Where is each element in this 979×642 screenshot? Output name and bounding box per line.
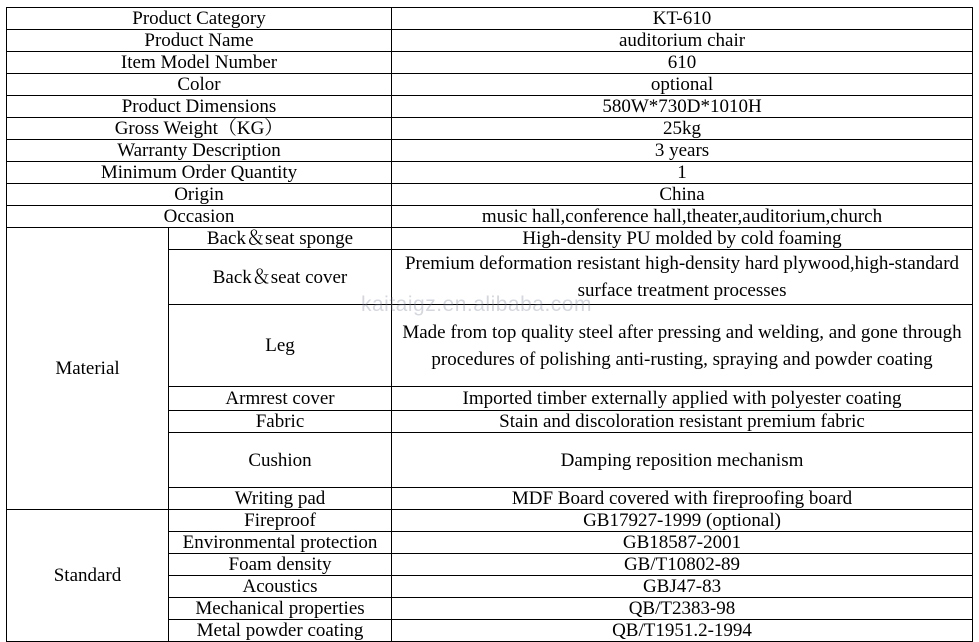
spec-value: GB17927-1999 (optional) bbox=[392, 510, 973, 532]
spec-table bbox=[6, 7, 973, 642]
spec-label: Back＆seat sponge bbox=[169, 228, 392, 250]
spec-label: Cushion bbox=[169, 433, 392, 488]
spec-label: Leg bbox=[169, 305, 392, 387]
spec-label: Color bbox=[7, 74, 392, 96]
spec-label: Armrest cover bbox=[169, 387, 392, 411]
watermark-text: kaitaigz.en.alibaba.com bbox=[361, 293, 592, 316]
table-row bbox=[7, 96, 973, 118]
spec-label: Fireproof bbox=[169, 510, 392, 532]
spec-label: Mechanical properties bbox=[169, 598, 392, 620]
spec-label: Warranty Description bbox=[7, 140, 392, 162]
spec-label: Metal powder coating bbox=[169, 620, 392, 642]
spec-label: Back＆seat cover bbox=[169, 250, 392, 305]
spec-value: Premium deformation resistant high-density hard plywood,high-standard surface treatment processes bbox=[392, 250, 973, 305]
table-row bbox=[7, 228, 973, 250]
spec-value: 3 years bbox=[392, 140, 973, 162]
spec-label: Origin bbox=[7, 184, 392, 206]
table-row bbox=[7, 30, 973, 52]
spec-value: Stain and discoloration resistant premium fabric bbox=[392, 411, 973, 433]
table-row bbox=[7, 206, 973, 228]
spec-label: Fabric bbox=[169, 411, 392, 433]
spec-value: KT-610 bbox=[392, 8, 973, 30]
spec-value: QB/T1951.2-1994 bbox=[392, 620, 973, 642]
spec-label: Product Dimensions bbox=[7, 96, 392, 118]
table-row bbox=[7, 140, 973, 162]
spec-value: GB18587-2001 bbox=[392, 532, 973, 554]
spec-value: Damping reposition mechanism bbox=[392, 433, 973, 488]
spec-value: GB/T10802-89 bbox=[392, 554, 973, 576]
spec-label: Minimum Order Quantity bbox=[7, 162, 392, 184]
spec-value: MDF Board covered with fireproofing board bbox=[392, 488, 973, 510]
spec-label: Occasion bbox=[7, 206, 392, 228]
table-row bbox=[7, 184, 973, 206]
spec-value: GBJ47-83 bbox=[392, 576, 973, 598]
spec-value: 610 bbox=[392, 52, 973, 74]
spec-label: Writing pad bbox=[169, 488, 392, 510]
spec-label: Product Category bbox=[7, 8, 392, 30]
spec-label: Product Name bbox=[7, 30, 392, 52]
spec-label: Environmental protection bbox=[169, 532, 392, 554]
spec-label: Foam density bbox=[169, 554, 392, 576]
table-row bbox=[7, 8, 973, 30]
spec-value: China bbox=[392, 184, 973, 206]
spec-label: Item Model Number bbox=[7, 52, 392, 74]
table-row bbox=[7, 510, 973, 532]
spec-value: Imported timber externally applied with polyester coating bbox=[392, 387, 973, 411]
table-row bbox=[7, 74, 973, 96]
spec-value: music hall,conference hall,theater,auditorium,church bbox=[392, 206, 973, 228]
spec-value: 25kg bbox=[392, 118, 973, 140]
spec-value: QB/T2383-98 bbox=[392, 598, 973, 620]
material-group-label: Material bbox=[7, 228, 169, 510]
spec-value: 1 bbox=[392, 162, 973, 184]
spec-value: Made from top quality steel after pressing and welding, and gone through procedures of polishing anti-rusting, spraying and powder coating bbox=[392, 305, 973, 387]
table-row bbox=[7, 162, 973, 184]
spec-label: Acoustics bbox=[169, 576, 392, 598]
table-row bbox=[7, 52, 973, 74]
spec-label: Gross Weight（KG） bbox=[7, 118, 392, 140]
spec-value: auditorium chair bbox=[392, 30, 973, 52]
standard-group-label: Standard bbox=[7, 510, 169, 642]
spec-value: 580W*730D*1010H bbox=[392, 96, 973, 118]
spec-value: High-density PU molded by cold foaming bbox=[392, 228, 973, 250]
table-row bbox=[7, 118, 973, 140]
spec-value: optional bbox=[392, 74, 973, 96]
